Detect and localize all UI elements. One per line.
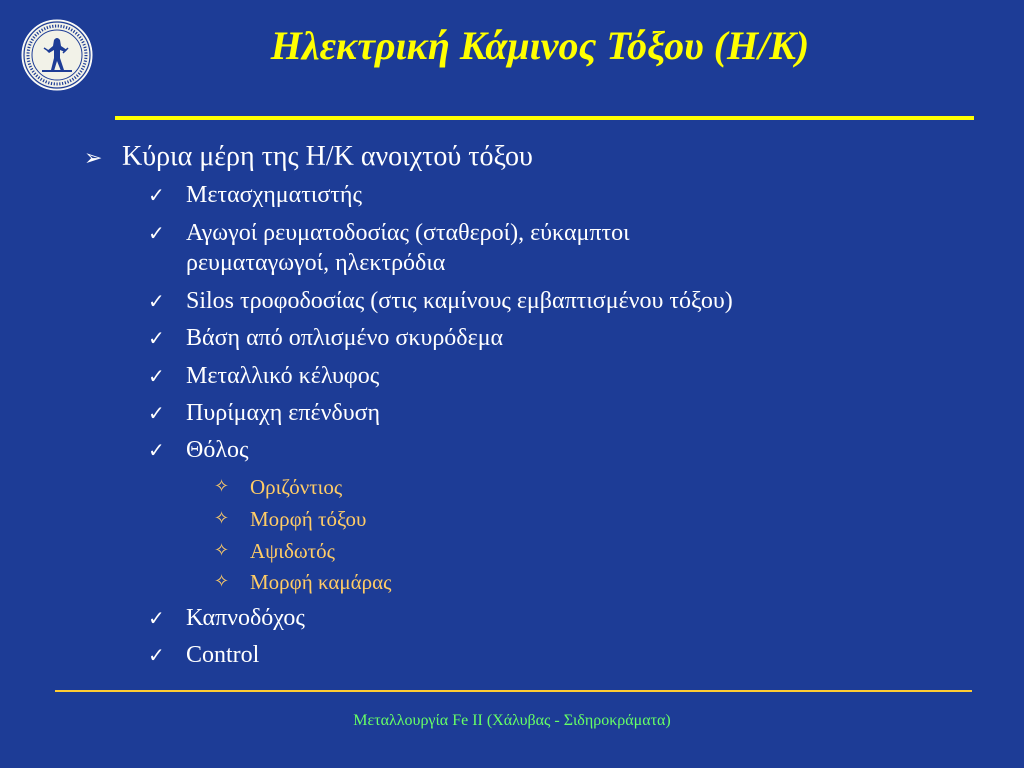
footer-divider [55, 690, 972, 692]
star-bullet-icon: ✧ [214, 508, 230, 529]
slide-title: Ηλεκτρική Κάμινος Τόξου (Η/Κ) [270, 23, 810, 68]
star-bullet-icon: ✧ [214, 476, 230, 497]
arrow-bullet-icon: ➢ [84, 146, 103, 171]
check-icon: ✓ [148, 326, 165, 350]
check-icon: ✓ [148, 401, 165, 425]
list-item-text: Control [186, 642, 260, 668]
check-icon: ✓ [148, 643, 165, 667]
list-item-text: Αγωγοί ρευματοδοσίας (σταθεροί), εύκαμπτοι [186, 220, 630, 246]
list-item-text: Silos τροφοδοσίας (στις καμίνους εμβαπτισμένου τόξου) [186, 288, 733, 314]
list-item-text: Μετασχηματιστής [186, 182, 362, 208]
sub-list-item-text: Μορφή τόξου [250, 507, 367, 531]
star-bullet-icon: ✧ [214, 540, 230, 561]
check-icon: ✓ [148, 289, 165, 313]
check-icon: ✓ [148, 183, 165, 207]
check-icon: ✓ [148, 221, 165, 245]
sub-list-item-text: Μορφή καμάρας [250, 570, 392, 594]
check-icon: ✓ [148, 606, 165, 630]
sub-list-item-text: Αψιδωτός [250, 539, 335, 563]
list-item-text: Πυρίμαχη επένδυση [186, 400, 381, 426]
list-item-text: Βάση από οπλισμένο σκυρόδεμα [186, 325, 504, 351]
sub-list-item-text: Οριζόντιος [250, 475, 343, 499]
list-item-text: Μεταλλικό κέλυφος [186, 363, 380, 389]
check-icon: ✓ [148, 438, 165, 462]
list-item-text: Καπνοδόχος [186, 605, 305, 631]
slide-footer: Μεταλλουργία Fe II (Χάλυβας - Σιδηροκράματα) [353, 712, 671, 729]
main-bullet-text: Κύρια μέρη της Η/Κ ανοιχτού τόξου [122, 141, 533, 172]
star-bullet-icon: ✧ [214, 571, 230, 592]
list-item-text-continued: ρευματαγωγοί, ηλεκτρόδια [186, 250, 446, 276]
main-bullet [84, 140, 533, 176]
check-icon: ✓ [148, 364, 165, 388]
list-item-text: Θόλος [186, 437, 249, 463]
